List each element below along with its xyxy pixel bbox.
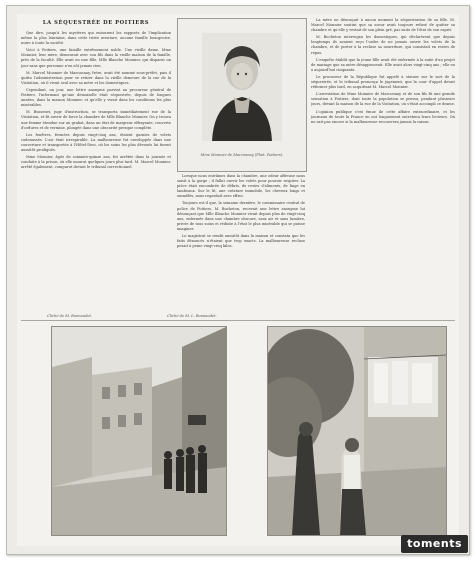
- paragraph: Le procureur de la République fut appelé à statuer sur le sort de la séquestrée, et le tribunal prononça le jugement, que la cour d'appel devait réformer plus tard, en acquittant M. Marcel Monnier.: [311, 74, 455, 90]
- right-paragraphs: [311, 18, 455, 125]
- portrait-caption: Mme Monnier de Marconnay (Phot. Poitiers).: [200, 153, 284, 157]
- article-title: LA SÉQUESTRÉE DE POITIERS: [42, 20, 150, 26]
- street-photo: [51, 326, 227, 536]
- paragraph: Cependant, un jour, une lettre anonyme parvint au procureur général de Poitiers, l'informant qu'une demoiselle était séquestrée, depuis de longues années, dans la maison Monnier, et qu'elle y vivait dans les conditions les plus misérables.: [21, 87, 171, 108]
- newspaper-page: [17, 14, 459, 546]
- paragraph: M. Marcel Monnier de Marconnay, frère, avait été nommé sous-préfet, puis il quitta l'administration pour se retirer dans la vieille demeure de la rue de la Visitation, où il vivait seul avec sa mère et les domestiques.: [21, 70, 171, 85]
- section-divider: [21, 320, 455, 321]
- paragraph: Toujours est-il que, la semaine dernière, le commissaire central de police de Poitiers, M. Bucheton, recevait une lettre anonyme lui dénonçant que Mlle Blanche Monnier vivait depuis plus de vingt-cinq ans, enfermée dans une chambre obscure, sans air et sans lumière, privée de tous soins et réduite à l'état le plus misérable qui se puisse imaginer.: [177, 201, 305, 231]
- paragraph: Le magistrat se rendit aussitôt dans la maison et constata que les faits dénoncés n'étaient que trop exacts. La malheureuse recluse pesait à peine vingt-cinq kilos.: [177, 234, 305, 249]
- scan-frame: [6, 5, 470, 555]
- courtyard-scene-image: [268, 327, 446, 535]
- article-middle-column: [177, 174, 305, 316]
- paragraph: Lorsque nous entrâmes dans la chambre, une odeur affreuse nous saisit à la gorge ; il fallut ouvrir les volets pour pouvoir respirer. La pièce était encombrée de débris, de restes d'aliments, de linge en lambeaux. Sur le lit, une créature immobile, les cheveux longs et emmêlés, nous regardait avec effroi.: [177, 174, 305, 199]
- street-scene-image: [52, 327, 226, 535]
- paragraph: La mère ne dénonçait à aucun moment la séquestration de sa fille. M. Marcel Monnier soutint que sa soeur avait toujours refusé de quitter sa chambre et qu'elle y restait de son plein gré, par suite de l'état de son esprit.: [311, 18, 455, 33]
- paragraph: Que dire, jusqu'à les mystères qui entourent les rapports de l'implication même la plus lointaine, dans cette triste aventure, aucune famille bourgeoise, nuire à toute la société.: [21, 31, 171, 46]
- courtyard-photo: [267, 326, 447, 536]
- paragraph: L'opinion publique s'est émue de cette affaire extraordinaire, et les journaux de toute la France en ont longuement entretenu leurs lecteurs. On ne sait pas encore si la malheureuse recouvrera jamais la raison.: [311, 109, 455, 124]
- photo-right-caption: Cliché de M. L. Bonnaudet.: [167, 314, 217, 318]
- paragraph: Les fenêtres, fermées depuis vingt-cinq ans, étaient garnies de volets cadenassés. L'air était irrespirable. La malheureuse fut enveloppée dans une couverture et transportée à l'Hôtel-Dieu, où les soins les plus dévoués lui furent aussitôt prodigués.: [21, 132, 171, 152]
- article-left-column: [21, 18, 171, 316]
- portrait-image: [202, 33, 282, 141]
- article-right-column: [311, 18, 455, 316]
- watermark-badge: toments: [401, 535, 468, 553]
- paragraph: M. Bucheton interrogea les domestiques, qui déclarèrent que depuis longtemps ils avaient reçu l'ordre de ne jamais ouvrir les volets de la chambre, et de porter à la recluse sa nourriture, qui consistait en restes de repas.: [311, 35, 455, 55]
- photo-left-caption: Cliché de M. Bonnaudet.: [47, 314, 93, 318]
- left-paragraphs: [21, 31, 171, 170]
- middle-paragraphs: [177, 174, 305, 249]
- paragraph: L'arrestation de Mme Monnier de Marconnay et de son fils fit une grande sensation à Poitiers, dont toute la population se pressa, pendant plusieurs jours, devant la maison de la rue de la Visitation, où s'était accompli ce drame.: [311, 92, 455, 107]
- paragraph: Mme Monnier, âgée de soixante-quinze ans, fut arrêtée dans la journée et conduite à la prison, où elle mourut quelques jours plus tard. M. Marcel Monnier, arrêté également, comparut devant le tribunal correctionnel.: [21, 155, 171, 170]
- portrait-frame: [177, 18, 307, 172]
- paragraph: M. Bussenet, juge d'instruction, se transporta immédiatement rue de la Visitation, et fit ouvrir de force la chambre de Mlle Blanche Monnier. On y trouva une femme étendue sur un grabat, dans un état de maigreur effrayante, couverte d'ordures et de vermine, plongée dans une obscurité presque complète.: [21, 110, 171, 130]
- paragraph: Voici à Poitiers, une famille extrêmement noble. Une vieille dame, Mme Monnier, leur mère, demeurait avec son fils dans la vieille maison de la famille, près de la faculté. Elle avait eu une fille, Mlle Blanche Monnier, qui disparut un jour sans que personne n'en sût jamais rien.: [21, 48, 171, 68]
- paragraph: L'enquête établit que la jeune fille avait été enfermée à la suite d'un projet de mariage que sa mère désapprouvait. Elle avait alors vingt-cinq ans ; elle en a aujourd'hui cinquante.: [311, 57, 455, 72]
